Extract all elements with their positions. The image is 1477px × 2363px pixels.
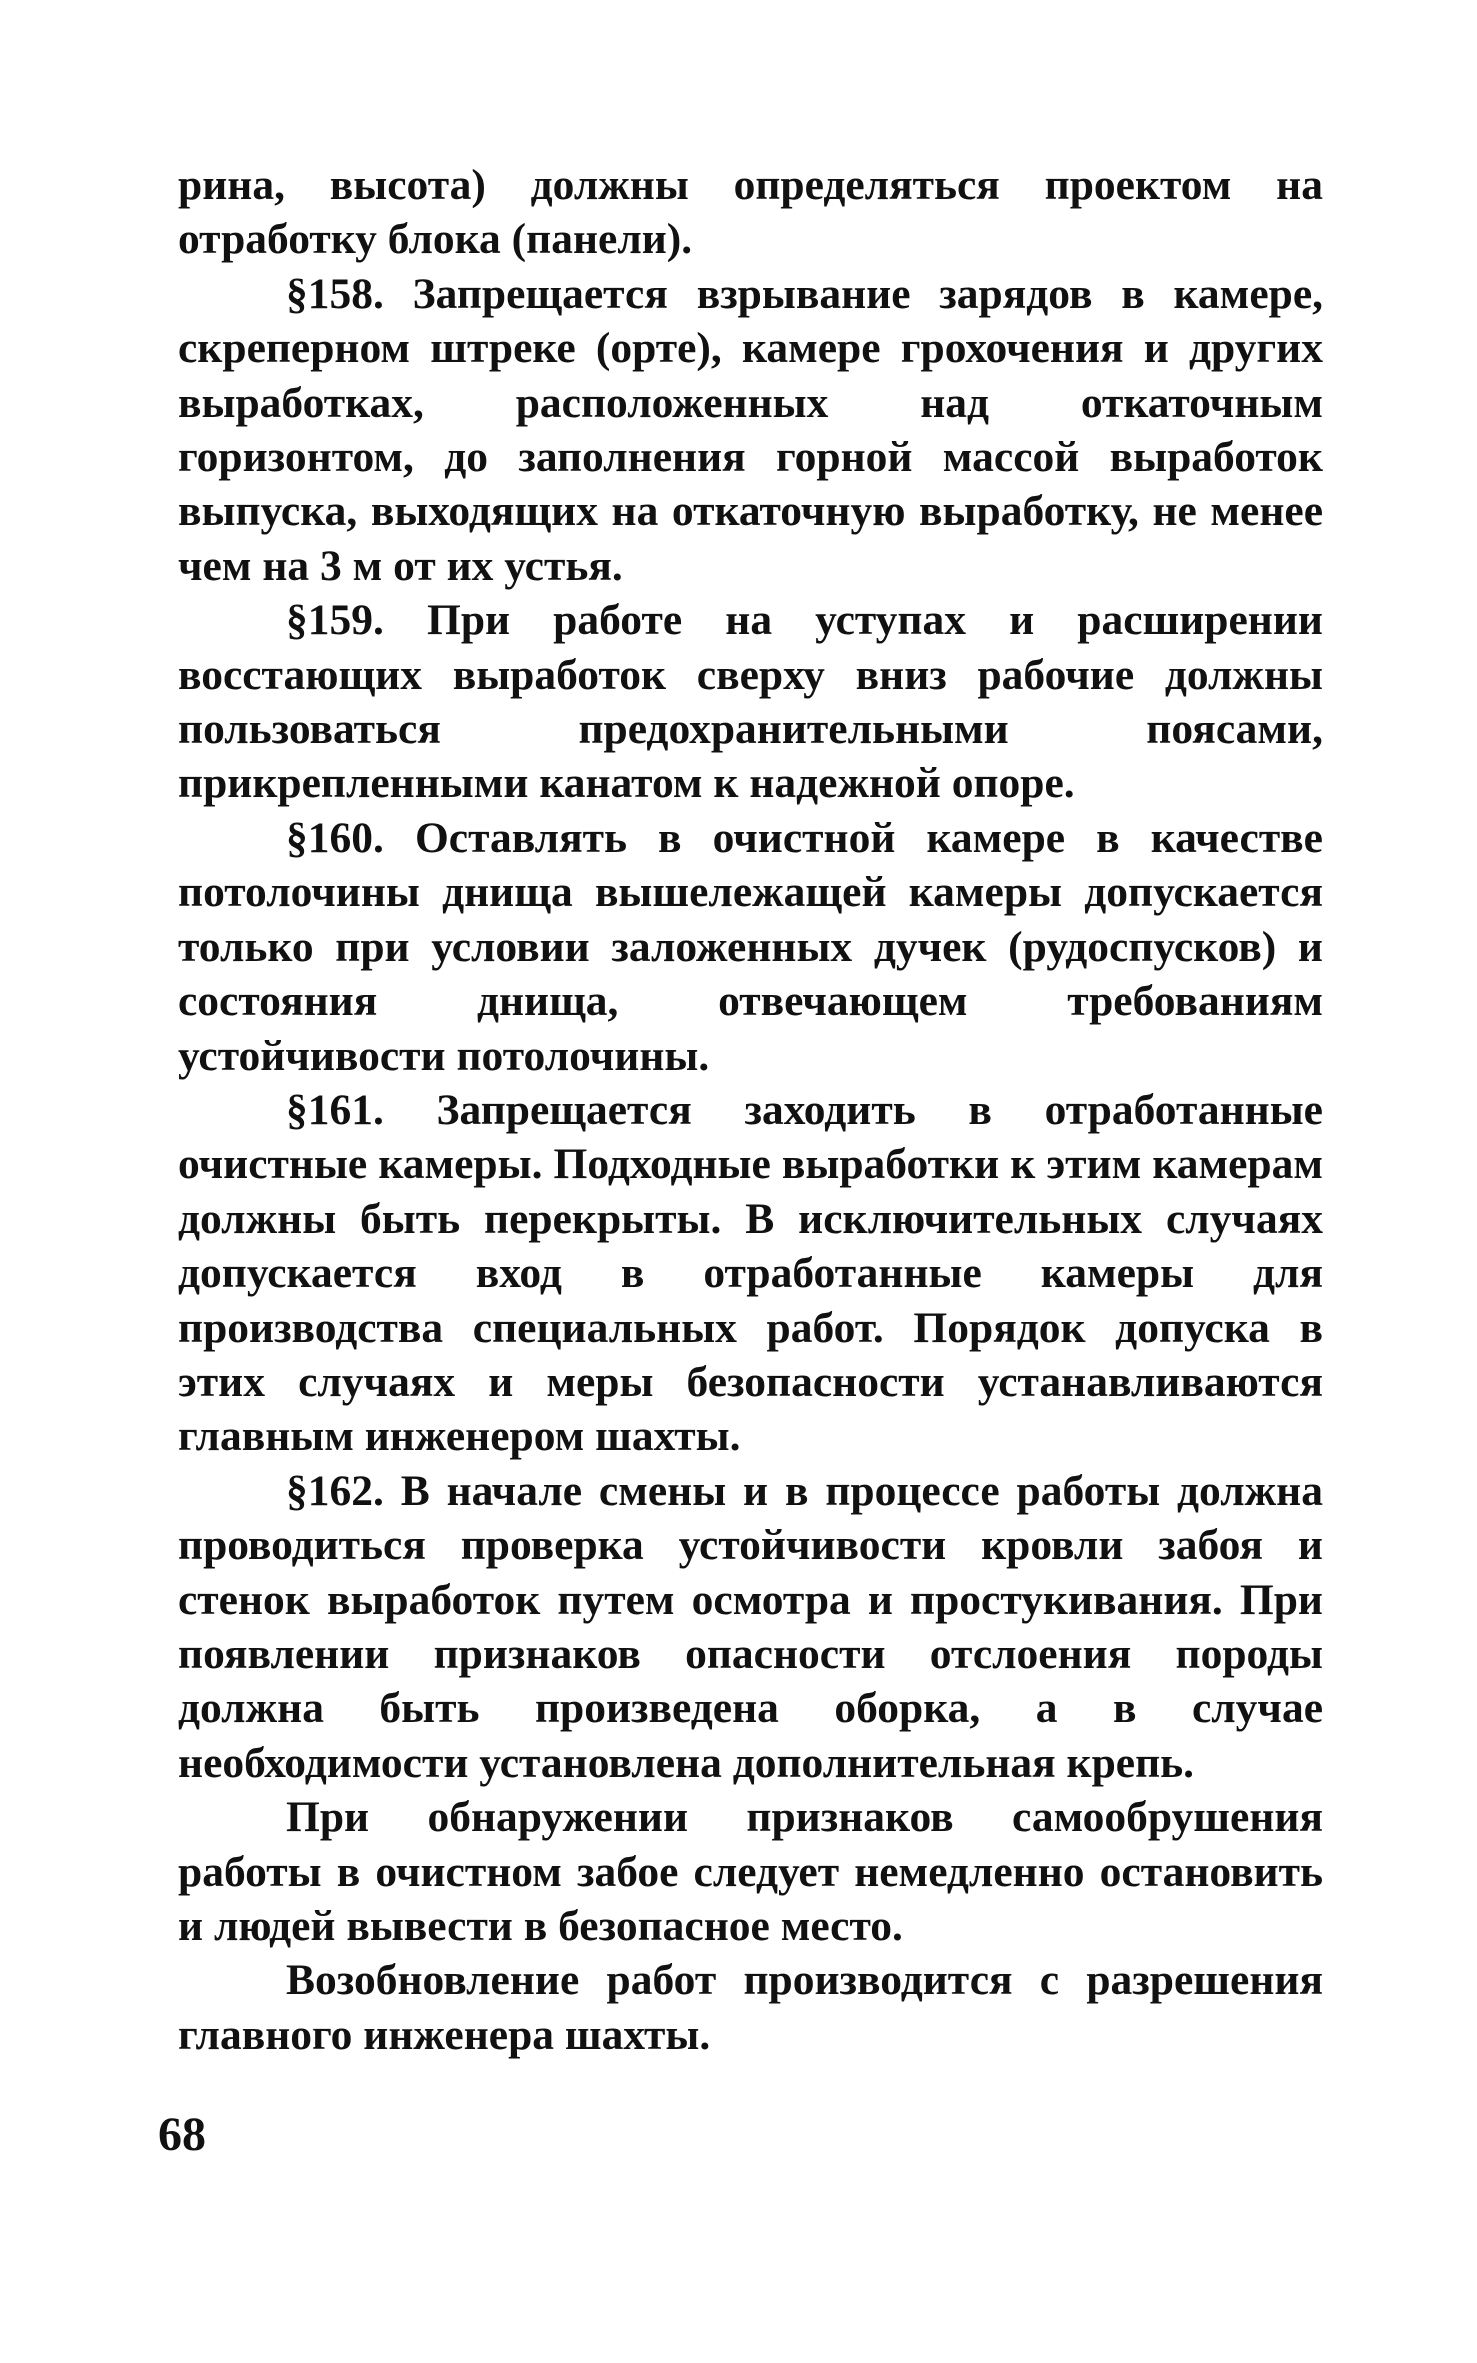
paragraph-161: §161. Запрещается заходить в отработанные очистные камеры. Подходные выработки к этим камерам должны быть перекрыты. В исключительных случаях допускается вход в отработанные камеры для производства специальных работ. Порядок допуска в этих случаях и меры безопасности устанавливаются главным инженером шахты. [178,1085,1323,1461]
paragraph-159: §159. При работе на уступах и расширении восстающих выработок сверху вниз рабочие должны пользоваться предохранительными поясами, прикрепленными канатом к надежной опоре. [178,596,1323,808]
paragraph-162-self-collapse: При обнаружении признаков самообрушения работы в очистном забое следует немедленно остановить и людей вывести в безопасное место. [178,1793,1323,1950]
paragraph-162: §162. В начале смены и в процессе работы должна проводиться проверка устойчивости кровли забоя и стенок выработок путем осмотра и простукивания. При появлении признаков опасности отслоения породы должна быть произведена оборка, а в случае необходимости установлена дополнительная крепь. [178,1466,1323,1787]
paragraph-160: §160. Оставлять в очистной камере в качестве потолочины днища вышележащей камеры допускается только при условии заложенных дучек (рудоспусков) и состояния днища, отвечающем требованиям устойчивости потолочины. [178,813,1323,1080]
paragraph-158: §158. Запрещается взрывание зарядов в камере, скреперном штреке (орте), камере грохочения и других выработках, расположенных над откаточным горизонтом, до заполнения горной массой выработок выпуска, выходящих на откаточную выработку, не менее чем на 3 м от их устья. [178,269,1323,590]
paragraph-continuation: рина, высота) должны определяться проектом на отработку блока (панели). [178,161,1323,264]
page-text-block [178,158,1323,2062]
paragraph-162-resume: Возобновление работ производится с разрешения главного инженера шахты. [178,1956,1323,2059]
page-number: 68 [158,2108,206,2161]
